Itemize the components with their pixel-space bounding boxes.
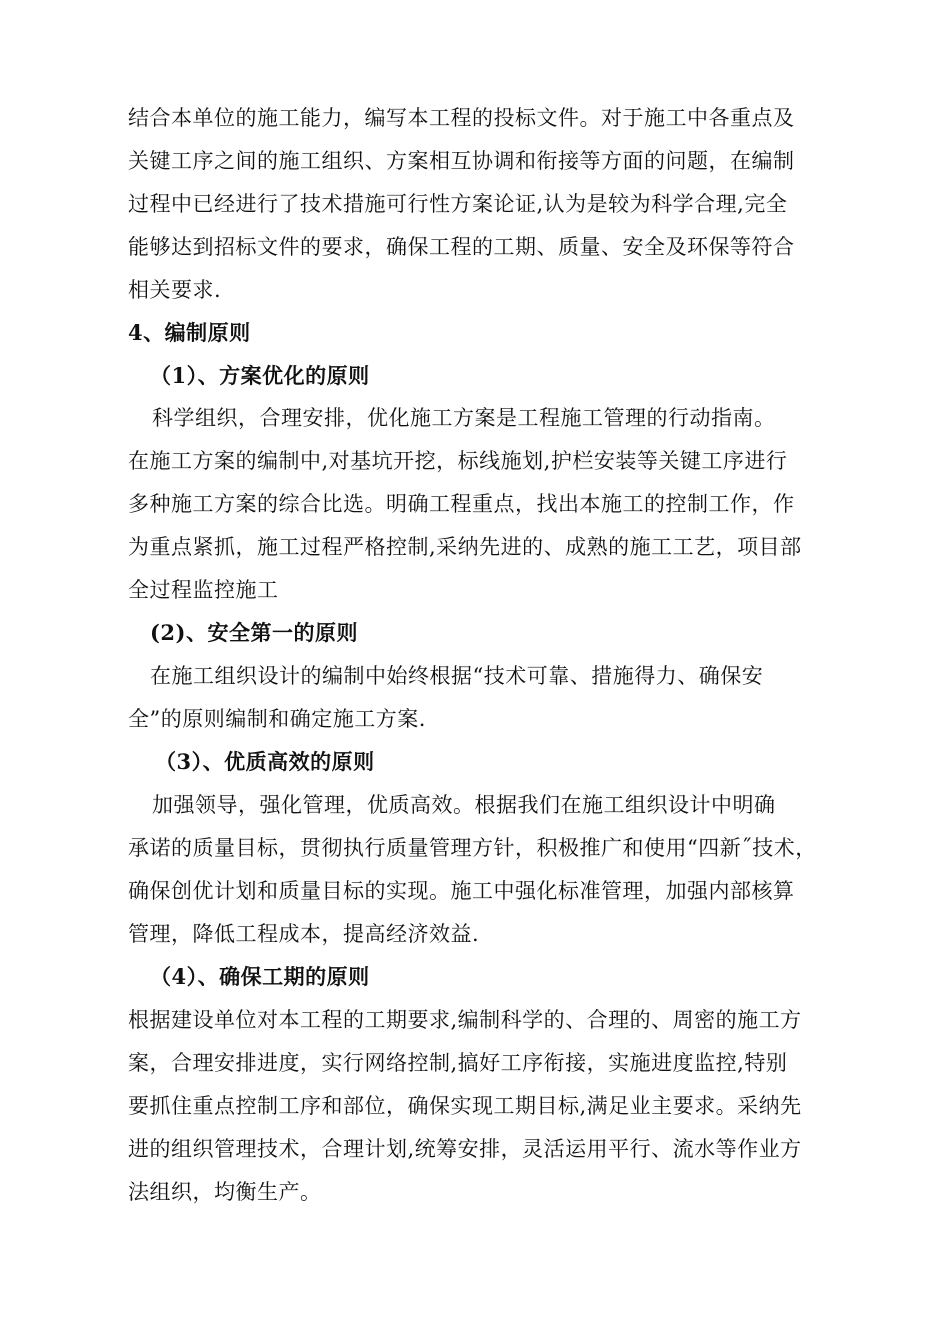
intro-text-line: 相关要求. <box>128 278 222 302</box>
principle-4-text-line: 法组织，均衡生产。 <box>128 1180 322 1204</box>
principle-3-text-line: 加强领导，强化管理，优质高效。根据我们在施工组织设计中明确 <box>152 793 776 817</box>
intro-text-line: 结合本单位的施工能力，编写本工程的投标文件。对于施工中各重点及 <box>128 106 795 130</box>
principle-heading-1: （1）、方案优化的原则 <box>150 363 370 388</box>
principle-2-text-line: 在施工组织设计的编制中始终根据“技术可靠、措施得力、确保安 <box>150 664 764 688</box>
principle-heading-4: （4）、确保工期的原则 <box>150 964 370 989</box>
principle-1-text-line: 在施工方案的编制中,对基坑开挖，标线施划,护栏安装等关键工序进行 <box>128 449 788 473</box>
principle-3-text-line: 承诺的质量目标，贯彻执行质量管理方针，积极推广和使用“四新˝技术， <box>128 836 817 860</box>
principle-3-text-line: 确保创优计划和质量目标的实现。施工中强化标准管理，加强内部核算 <box>128 879 795 903</box>
intro-text-line: 能够达到招标文件的要求，确保工程的工期、质量、安全及环保等符合 <box>128 235 795 259</box>
principle-1-text-line: 科学组织，合理安排，优化施工方案是工程施工管理的行动指南。 <box>152 406 776 430</box>
intro-text-line: 关键工序之间的施工组织、方案相互协调和衔接等方面的问题，在编制 <box>128 149 795 173</box>
principle-1-text-line: 多种施工方案的综合比选。明确工程重点，找出本施工的控制工作，作 <box>128 492 795 516</box>
principle-3-text-line: 管理，降低工程成本，提高经济效益. <box>128 922 480 946</box>
principle-2-text-line: 全”的原则编制和确定施工方案. <box>128 707 426 731</box>
principle-heading-2: (2)、安全第一的原则 <box>150 620 358 645</box>
principle-heading-3: （3）、优质高效的原则 <box>155 749 375 774</box>
principle-4-text-line: 根据建设单位对本工程的工期要求,编制科学的、合理的、周密的施工方 <box>128 1008 802 1032</box>
principle-4-text-line: 要抓住重点控制工序和部位，确保实现工期目标,满足业主要求。采纳先 <box>128 1094 802 1118</box>
intro-text-line: 过程中已经进行了技术措施可行性方案论证,认为是较为科学合理,完全 <box>128 192 788 216</box>
principle-4-text-line: 案，合理安排进度，实行网络控制,搞好工序衔接，实施进度监控,特别 <box>128 1051 788 1075</box>
principle-4-text-line: 进的组织管理技术，合理计划,统筹安排，灵活运用平行、流水等作业方 <box>128 1137 802 1161</box>
section-heading: 4、编制原则 <box>128 320 251 345</box>
principle-1-text-line: 全过程监控施工 <box>128 578 279 602</box>
principle-1-text-line: 为重点紧抓，施工过程严格控制,采纳先进的、成熟的施工工艺，项目部 <box>128 535 802 559</box>
